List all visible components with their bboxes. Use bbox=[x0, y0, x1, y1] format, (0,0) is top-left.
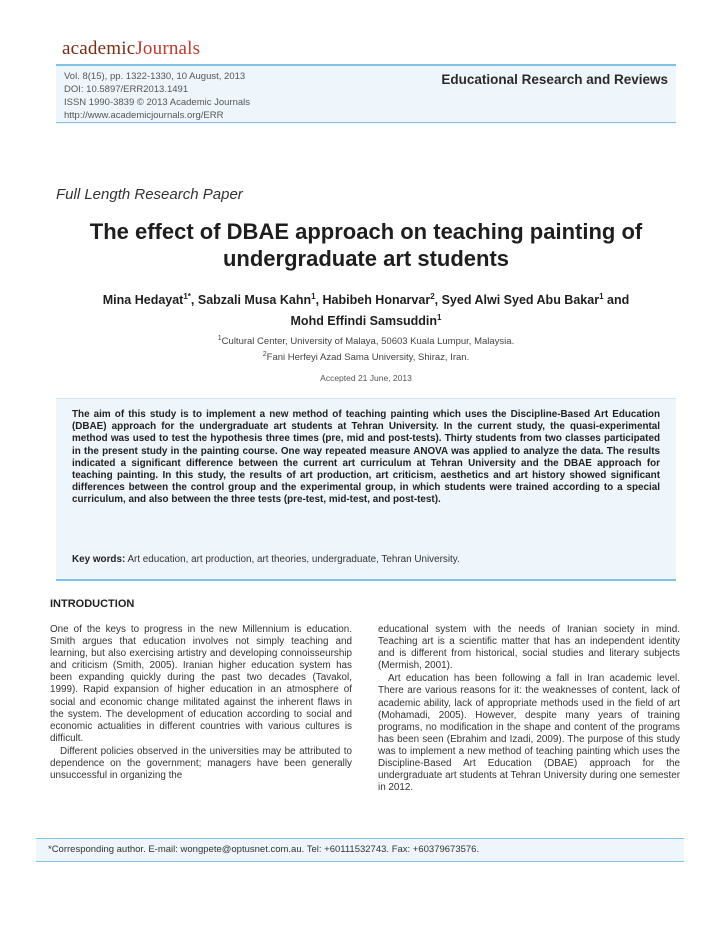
publication-meta bbox=[64, 70, 250, 122]
paper-type: Full Length Research Paper bbox=[56, 186, 243, 203]
corresponding-author: *Corresponding author. E-mail: wongpete@optusnet.com.au. Tel: +60111532743. Fax: +60379673576. bbox=[48, 844, 480, 855]
paragraph: Art education has been following a fall in Iran academic level. There are various reasons for it: the weaknesses of content, lack of academic ability, lack of appropriate methods used in the field of art (Mohamadi, 2005). However, despite many years of training programs, no modification in the shape and content of the programs has been seen (Ebrahim and Izadi, 2009). The purpose of this study was to implement a new method of teaching painting which uses the Discipline-Based Art Education (DBAE) approach for the undergraduate art students at Tehran University during one semester in 2012. bbox=[378, 673, 680, 794]
meta-url[interactable]: http://www.academicjournals.org/ERR bbox=[64, 110, 224, 121]
publisher-logo bbox=[62, 38, 200, 60]
author-conjunction: and bbox=[607, 293, 630, 308]
left-column bbox=[50, 624, 352, 782]
corresponding-author-bar bbox=[36, 838, 684, 862]
introduction-heading: INTRODUCTION bbox=[50, 598, 135, 610]
author-affil-mark: 1 bbox=[311, 292, 316, 301]
keywords-label: Key words: bbox=[72, 554, 126, 565]
journal-header bbox=[56, 64, 676, 124]
author-list: Mina Hedayat$^{1*}$, Sabzali Musa Kahn$^1$, Habibeh Honarvar$^2$, Syed Alwi Syed Abu Bakar$^1$ and Mohd Effindi Samsuddin$^1$ bbox=[102, 292, 630, 329]
paragraph: One of the keys to progress in the new Millennium is education. Smith argues that education involves not simply teaching and learning, but also exercising artistry and developing connoisseurship and criticism (Smith, 2005). Iranian higher education system has been expanding quickly during the past two decades (Tavakol, 1999). Rapid expansion of higher education in an atmosphere of social and economic change militated against the inherent flaws in the system. The development of education according to social and economic actualities in different countries with various cultures is difficult. bbox=[50, 624, 352, 744]
meta-volume: Vol. 8(15), pp. 1322-1330, 10 August, 2013 bbox=[64, 71, 246, 82]
affil-mark: 2 bbox=[262, 351, 267, 359]
meta-doi: DOI: 10.5897/ERR2013.1491 bbox=[64, 84, 189, 95]
abstract-text: The aim of this study is to implement a new method of teaching painting which uses the Discipline-Based Art Education (DBAE) approach for the undergraduate art students at Tehran University. In the current study, the quasi-experimental method was used to test the hypothesis three times (pre, mid and post-tests). Thirty students from two classes participated in the present study in the painting course. One way repeated measure ANOVA was applied to analyze the data. The results indicated a significant difference between the current art curriculum at Tehran University and the DBAE approach for teaching painting. In this study, the results of art production, art criticism, aesthetics and art history showed significant differences between the control group and the experimental group, in which students were trained according to a special curriculum, and also between the three tests (pre-test, mid-test, and post-test). bbox=[72, 409, 660, 506]
keywords-list: Art education, art production, art theories, undergraduate, Tehran University. bbox=[127, 554, 460, 565]
affil-text: Fani Herfeyi Azad Sama University, Shiraz, Iran. bbox=[266, 352, 470, 364]
title-line-2: undergraduate art students bbox=[222, 246, 510, 271]
affiliations bbox=[56, 332, 676, 364]
abstract-box bbox=[56, 398, 676, 581]
brand-suffix: Journals bbox=[135, 38, 201, 59]
header-divider bbox=[56, 122, 676, 123]
author-affil-mark: 2 bbox=[430, 292, 435, 301]
title-line-1: The effect of DBAE approach on teaching painting of bbox=[89, 219, 643, 244]
author-name: Syed Alwi Syed Abu Bakar bbox=[441, 293, 600, 308]
author-name: Sabzali Musa Kahn bbox=[197, 293, 312, 308]
meta-issn: ISSN 1990-3839 © 2013 Academic Journals bbox=[64, 97, 251, 108]
author-name: Habibeh Honarvar bbox=[322, 293, 431, 308]
paragraph: Different policies observed in the universities may be attributed to dependence on the government; managers have been generally unsuccessful in organizing the bbox=[50, 745, 352, 782]
author-name: Mohd Effindi Samsuddin bbox=[290, 314, 438, 329]
right-column bbox=[378, 624, 680, 794]
affil-text: Cultural Center, University of Malaya, 50603 Kuala Lumpur, Malaysia. bbox=[221, 336, 515, 348]
author-name: Mina Hedayat bbox=[102, 293, 184, 308]
affiliation-1 bbox=[56, 332, 676, 348]
author-affil-mark: 1* bbox=[183, 292, 191, 301]
author-affil-mark: 1 bbox=[437, 313, 442, 323]
journal-name: Educational Research and Reviews bbox=[441, 72, 668, 87]
affiliation-2 bbox=[56, 348, 676, 364]
brand-prefix: academic bbox=[62, 38, 136, 59]
author-affil-mark: 1 bbox=[599, 292, 604, 301]
affil-mark: 1 bbox=[217, 335, 222, 342]
paper-title bbox=[56, 218, 676, 272]
keywords bbox=[72, 554, 660, 565]
paragraph: educational system with the needs of Iranian society in mind. Teaching art is a scientific matter that has an independent identity and is different from historical, social studies and literary subjects (Mermish, 2001). bbox=[378, 624, 680, 672]
accepted-date: Accepted 21 June, 2013 bbox=[320, 373, 412, 383]
